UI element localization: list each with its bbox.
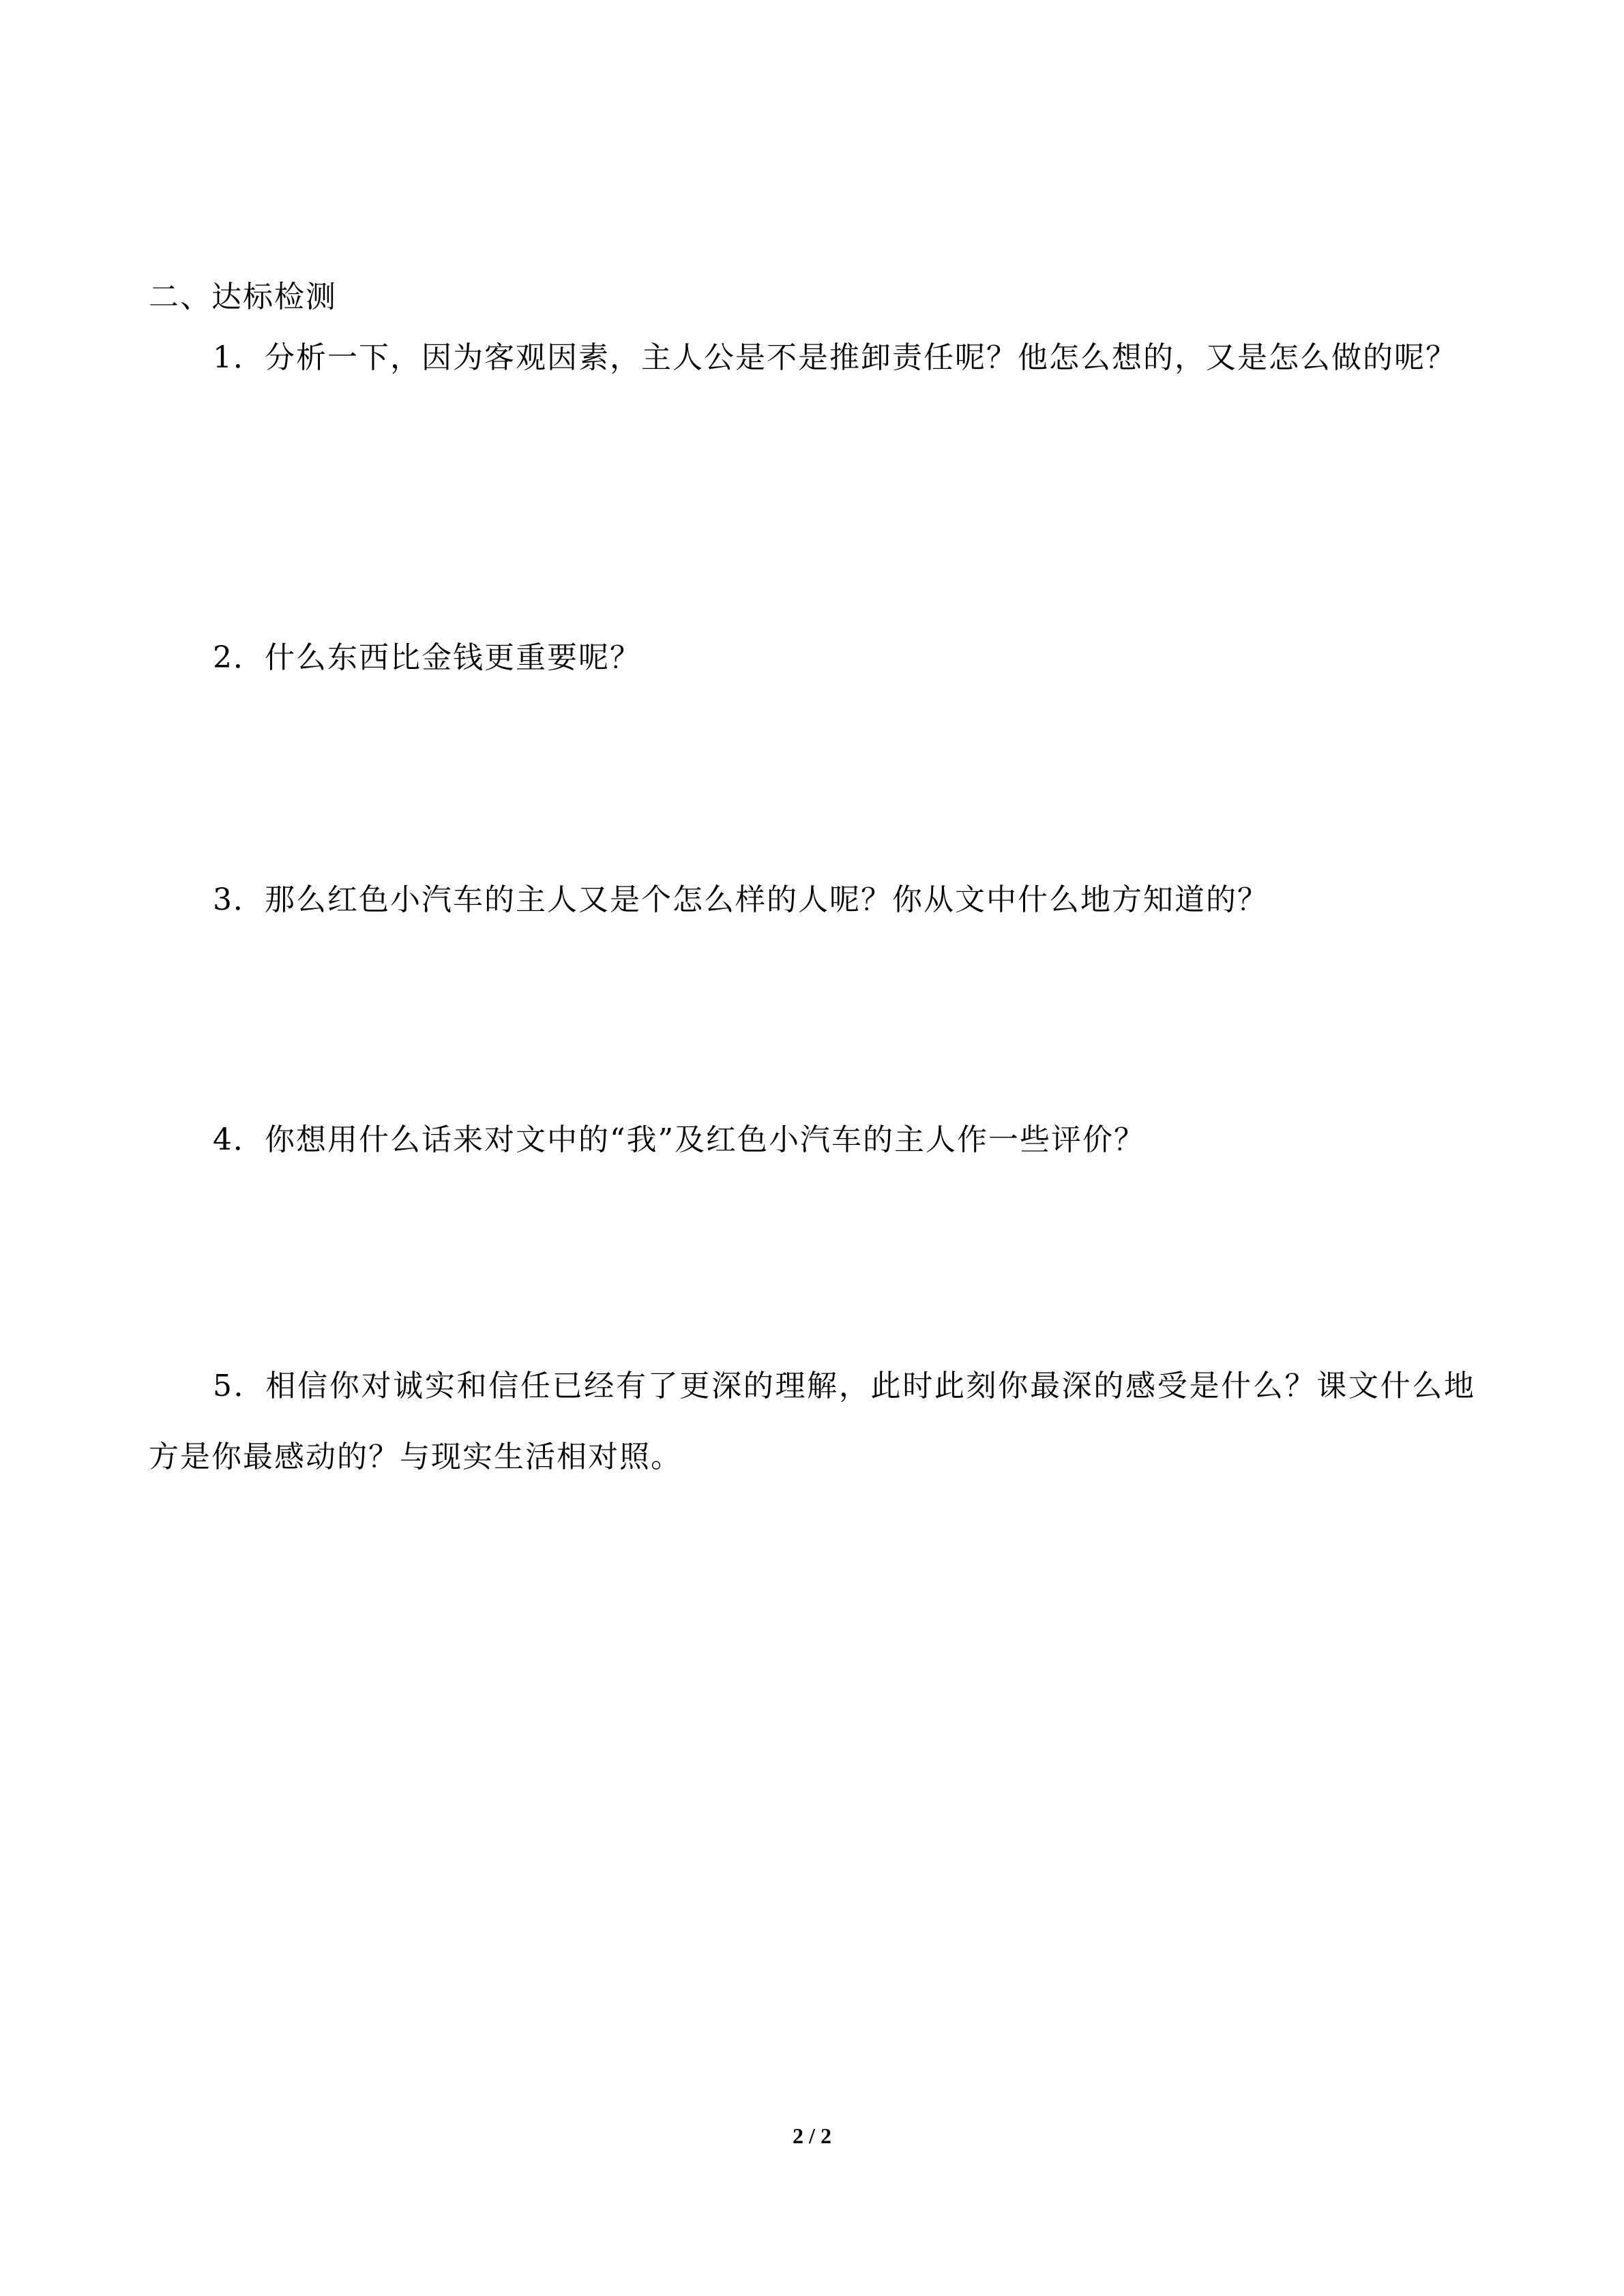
question-5: 5．相信你对诚实和信任已经有了更深的理解，此时此刻你最深的感受是什么？课文什么地方是你最感动的？与现实生活相对照。 xyxy=(149,1369,1475,1474)
section-title: 二、达标检测 xyxy=(149,280,337,314)
question-3: 3．那么红色小汽车的主人又是个怎么样的人呢？你从文中什么地方知道的？ xyxy=(213,882,1269,917)
question-1: 1．分析一下，因为客观因素，主人公是不是推卸责任呢？他怎么想的，又是怎么做的呢？ xyxy=(213,340,1457,375)
page-number: 2 / 2 xyxy=(793,2123,831,2148)
question-4: 4．你想用什么话来对文中的“我”及红色小汽车的主人作一些评价？ xyxy=(213,1122,1145,1157)
question-2: 2．什么东西比金钱更重要呢？ xyxy=(213,640,641,675)
